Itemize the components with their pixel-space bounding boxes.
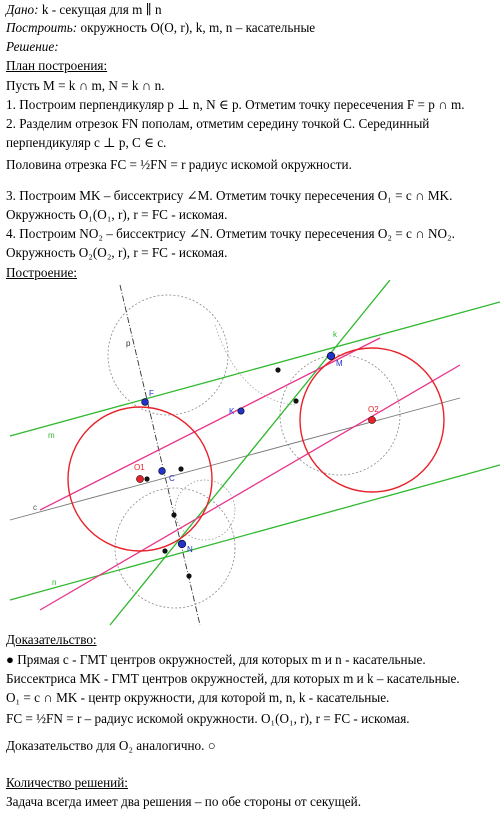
point-black	[293, 398, 298, 403]
construct-line	[6, 20, 315, 36]
point-m	[327, 352, 335, 360]
solutions-heading: Количество решений:	[6, 775, 128, 790]
label-k: k	[333, 330, 337, 339]
point-black	[178, 466, 183, 471]
plan-line: Пусть M = k ∩ m, N = k ∩ n.	[6, 78, 165, 93]
proof-line: Биссектриса MK - ГМТ центров окружностей, для которых m и k – касательные.	[6, 671, 460, 686]
aux-circle-top	[108, 295, 228, 415]
point-black	[144, 476, 149, 481]
point-c	[159, 468, 166, 475]
label-m: m	[48, 431, 55, 440]
point-black	[171, 512, 176, 517]
construct-text: окружность O(O, r), k, m, n – касательные	[77, 20, 316, 35]
label-c: c	[33, 503, 37, 512]
label-c-point: C	[169, 474, 175, 483]
label-p: p	[126, 339, 131, 348]
plan-line: 2. Разделим отрезок FN пополам, отметим середину точкой C. Серединный	[6, 116, 430, 131]
point-o1	[136, 475, 143, 482]
point-n	[178, 540, 186, 548]
label-o1: O1	[134, 463, 145, 472]
line-c	[10, 398, 460, 520]
line-m	[10, 302, 500, 436]
point-f	[142, 399, 149, 406]
point-black	[275, 367, 280, 372]
line-k	[110, 280, 390, 625]
given-text: k - секущая для m ∥ n	[38, 2, 162, 17]
plan-line: Окружность O₂(O₂, r), r = FC - искомая.	[6, 245, 228, 260]
label-n: n	[52, 578, 57, 587]
proof-line: Доказательство для O₂ аналогично. ○	[6, 738, 216, 753]
construction-figure	[0, 280, 500, 630]
plan-line: 4. Построим NO₂ – биссектрису ∠N. Отметим точку пересечения O₂ = c ∩ NO₂.	[6, 226, 455, 241]
bisector-mk	[40, 338, 380, 510]
aux-arc	[215, 325, 295, 405]
plan-line: Половина отрезка FC = ½FN = r радиус искомой окружности.	[6, 157, 352, 172]
given-line	[6, 2, 162, 18]
point-black	[162, 548, 167, 553]
given-label: Дано:	[6, 2, 39, 17]
construction-heading: Построение:	[6, 265, 78, 280]
label-n-point: N	[187, 545, 193, 554]
plan-heading: План построения:	[6, 58, 108, 73]
plan-line: 3. Построим MK – биссектрису ∠M. Отметим точку пересечения O₁ = c ∩ MK.	[6, 188, 453, 203]
point-black	[186, 573, 191, 578]
aux-circle-right	[280, 355, 400, 475]
plan-line: перпендикуляр c ⊥ p, C ∈ c.	[6, 135, 167, 150]
construct-label: Построить:	[6, 20, 78, 35]
solutions-text: Задача всегда имеет два решения – по обе стороны от секущей.	[6, 794, 361, 809]
proof-line: O₁ = c ∩ MK - центр окружности, для которой m, n, k - касательные.	[6, 690, 390, 705]
solution-label: Решение:	[6, 39, 59, 54]
proof-line: FC = ½FN = r – радиус искомой окружности. O₁(O₁, r), r = FC - искомая.	[6, 711, 410, 726]
plan-line: Окружность O₁(O₁, r), r = FC - искомая.	[6, 207, 228, 222]
proof-line: ● Прямая c - ГМТ центров окружностей, для которых m и n - касательные.	[6, 652, 426, 667]
plan-line: 1. Построим перпендикуляр p ⊥ n, N ∈ p. Отметим точку пересечения F = p ∩ m.	[6, 97, 465, 112]
proof-heading: Доказательство:	[6, 632, 97, 647]
point-o2	[368, 416, 375, 423]
label-f: F	[149, 389, 154, 398]
label-k-point: K	[229, 407, 235, 416]
point-k	[238, 408, 244, 414]
label-m-point: M	[336, 359, 343, 368]
label-o2: O2	[368, 405, 379, 414]
